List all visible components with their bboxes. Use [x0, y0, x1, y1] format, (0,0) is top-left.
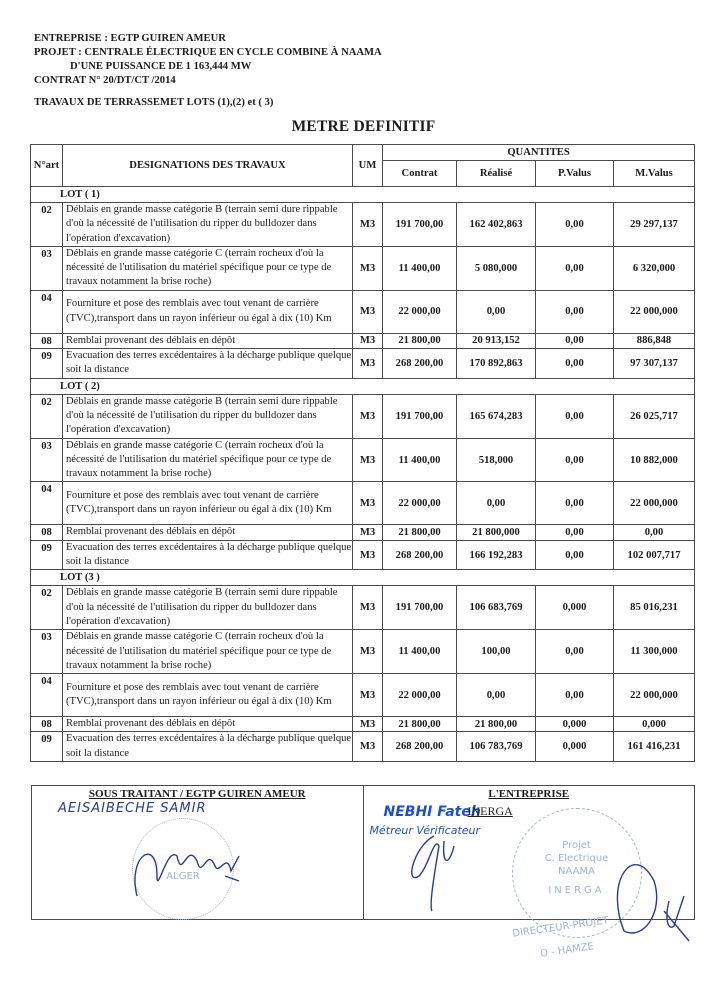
qty-mvalus: 886,848 — [614, 333, 695, 348]
col-header-mvalus: M.Valus — [614, 161, 695, 187]
lot-header-row — [31, 187, 695, 203]
unit: M3 — [353, 290, 383, 333]
article-number: 03 — [31, 438, 63, 482]
col-header-designation: DESIGNATIONS DES TRAVAUX — [63, 145, 353, 187]
qty-pvalus: 0,00 — [536, 525, 614, 540]
verifier-role: Métreur Vérificateur — [369, 824, 481, 837]
designation: Déblais en grande masse catégorie C (terrain rocheux d'où la nécessité de l'utilisation du matériel spécifique pour ce type de travaux notamment la brise roche) — [63, 630, 353, 674]
article-number: 08 — [31, 525, 63, 540]
unit: M3 — [353, 482, 383, 525]
designation: Evacuation des terres excédentaires à la décharge publique quelque soit la distance — [63, 349, 353, 379]
unit: M3 — [353, 732, 383, 762]
unit: M3 — [353, 349, 383, 379]
qty-mvalus: 11 300,000 — [614, 630, 695, 674]
table-row — [31, 525, 695, 540]
unit: M3 — [353, 246, 383, 290]
designation: Evacuation des terres excédentaires à la décharge publique quelque soit la distance — [63, 540, 353, 570]
qty-contrat: 22 000,00 — [383, 482, 457, 525]
signature-block — [31, 785, 695, 920]
table-row — [31, 732, 695, 762]
page-title: METRE DEFINITIF — [291, 118, 436, 135]
table-row — [31, 540, 695, 570]
lot-label: LOT ( 1) — [31, 187, 695, 203]
table-row — [31, 246, 695, 290]
designation: Fourniture et pose des remblais avec tout venant de carrière (TVC),transport dans un rayon inférieur ou égal à dix (10) Km — [63, 674, 353, 717]
table-row — [31, 394, 695, 438]
director-signature-icon — [584, 841, 694, 951]
entreprise-heading: L'ENTREPRISE — [488, 788, 570, 800]
designation: Déblais en grande masse catégorie C (terrain rocheux d'où la nécessité de l'utilisation du matériel spécifique pour ce type de travaux notamment la brise roche) — [63, 246, 353, 290]
qty-pvalus: 0,000 — [536, 732, 614, 762]
qty-realise: 0,00 — [457, 674, 536, 717]
qty-realise: 106 683,769 — [457, 586, 536, 630]
article-number: 03 — [31, 630, 63, 674]
article-number: 09 — [31, 540, 63, 570]
unit: M3 — [353, 630, 383, 674]
qty-pvalus: 0,00 — [536, 246, 614, 290]
qty-contrat: 191 700,00 — [383, 203, 457, 247]
table-row — [31, 674, 695, 717]
header-contrat: CONTRAT N° 20/DT/CT /2014 — [34, 75, 176, 86]
subcontractor-signature-icon — [127, 836, 247, 906]
subcontractor-handwritten-name: AEISAIBECHE SAMIR — [58, 801, 207, 816]
qty-realise: 166 192,283 — [457, 540, 536, 570]
stamp-text: ALGER — [166, 871, 200, 882]
table-row — [31, 290, 695, 333]
unit: M3 — [353, 674, 383, 717]
unit: M3 — [353, 394, 383, 438]
director-stamp-line2: O - HAMZE — [539, 941, 595, 960]
unit: M3 — [353, 540, 383, 570]
qty-mvalus: 97 307,137 — [614, 349, 695, 379]
article-number: 02 — [31, 394, 63, 438]
qty-pvalus: 0,00 — [536, 290, 614, 333]
designation: Déblais en grande masse catégorie C (terrain rocheux d'où la nécessité de l'utilisation du matériel spécifique pour ce type de travaux notamment la brise roche) — [63, 438, 353, 482]
qty-realise: 170 892,863 — [457, 349, 536, 379]
qty-contrat: 191 700,00 — [383, 394, 457, 438]
qty-realise: 162 402,863 — [457, 203, 536, 247]
col-header-num: N°art — [31, 145, 63, 187]
qty-contrat: 191 700,00 — [383, 586, 457, 630]
qty-contrat: 11 400,00 — [383, 630, 457, 674]
col-header-contrat: Contrat — [383, 161, 457, 187]
qty-mvalus: 29 297,137 — [614, 203, 695, 247]
qty-pvalus: 0,000 — [536, 717, 614, 732]
qty-realise: 106 783,769 — [457, 732, 536, 762]
article-number: 02 — [31, 203, 63, 247]
qty-pvalus: 0,000 — [536, 586, 614, 630]
designation: Evacuation des terres excédentaires à la décharge publique quelque soit la distance — [63, 732, 353, 762]
qty-mvalus: 22 000,000 — [614, 674, 695, 717]
table-row — [31, 438, 695, 482]
table-row — [31, 630, 695, 674]
qty-contrat: 21 800,00 — [383, 717, 457, 732]
article-number: 02 — [31, 586, 63, 630]
article-number: 09 — [31, 349, 63, 379]
designation: Fourniture et pose des remblais avec tout venant de carrière (TVC),transport dans un rayon inférieur ou égal à dix (10) Km — [63, 290, 353, 333]
lot-header-row — [31, 378, 695, 394]
article-number: 09 — [31, 732, 63, 762]
qty-contrat: 268 200,00 — [383, 732, 457, 762]
qty-mvalus: 22 000,000 — [614, 290, 695, 333]
signature-subcontractor — [32, 786, 364, 919]
header-projet: PROJET : CENTRALE ÉLECTRIQUE EN CYCLE COMBINE À NAAMA — [34, 47, 382, 58]
qty-realise: 5 080,000 — [457, 246, 536, 290]
table-row — [31, 203, 695, 247]
table-row — [31, 717, 695, 732]
qty-pvalus: 0,00 — [536, 630, 614, 674]
qty-pvalus: 0,00 — [536, 540, 614, 570]
designation: Remblai provenant des déblais en dépôt — [63, 525, 353, 540]
qty-realise: 165 674,283 — [457, 394, 536, 438]
article-number: 04 — [31, 482, 63, 525]
designation: Déblais en grande masse catégorie B (terrain semi dure rippable d'où la nécessité de l'utilisation du ripper du bulldozer dans l'opération d'excavation) — [63, 586, 353, 630]
header-entreprise: ENTREPRISE : EGTP GUIREN AMEUR — [34, 33, 226, 44]
stamp-line: C. Electrique — [544, 853, 609, 864]
unit: M3 — [353, 717, 383, 732]
header-projet-puissance: D'UNE PUISSANCE DE 1 163,444 MW — [70, 61, 252, 72]
qty-contrat: 11 400,00 — [383, 246, 457, 290]
col-header-um: UM — [353, 145, 383, 187]
stamp-line: NAAMA — [558, 866, 595, 877]
designation: Déblais en grande masse catégorie B (terrain semi dure rippable d'où la nécessité de l'utilisation du ripper du bulldozer dans l'opération d'excavation) — [63, 203, 353, 247]
qty-realise: 21 800,000 — [457, 525, 536, 540]
col-header-realise: Réalisé — [457, 161, 536, 187]
metre-table — [30, 144, 695, 762]
table-row — [31, 482, 695, 525]
article-number: 04 — [31, 674, 63, 717]
qty-realise: 21 800,00 — [457, 717, 536, 732]
unit: M3 — [353, 333, 383, 348]
qty-pvalus: 0,00 — [536, 394, 614, 438]
col-header-quantites: QUANTITES — [383, 145, 695, 161]
table-row — [31, 349, 695, 379]
article-number: 08 — [31, 717, 63, 732]
qty-mvalus: 22 000,000 — [614, 482, 695, 525]
qty-pvalus: 0,00 — [536, 203, 614, 247]
article-number: 04 — [31, 290, 63, 333]
table-row — [31, 586, 695, 630]
qty-pvalus: 0,00 — [536, 674, 614, 717]
qty-realise: 20 913,152 — [457, 333, 536, 348]
qty-realise: 0,00 — [457, 290, 536, 333]
designation: Remblai provenant des déblais en dépôt — [63, 717, 353, 732]
qty-contrat: 21 800,00 — [383, 333, 457, 348]
qty-contrat: 11 400,00 — [383, 438, 457, 482]
verifier-name: NEBHI Fateh — [383, 804, 481, 820]
designation: Fourniture et pose des remblais avec tout venant de carrière (TVC),transport dans un rayon inférieur ou égal à dix (10) Km — [63, 482, 353, 525]
verifier-signature-icon — [404, 826, 464, 916]
qty-realise: 518,000 — [457, 438, 536, 482]
qty-mvalus: 26 025,717 — [614, 394, 695, 438]
unit: M3 — [353, 203, 383, 247]
qty-contrat: 21 800,00 — [383, 525, 457, 540]
qty-mvalus: 102 007,717 — [614, 540, 695, 570]
qty-mvalus: 85 016,231 — [614, 586, 695, 630]
entreprise-company: INERGA — [467, 804, 513, 818]
subcontractor-heading: SOUS TRAITANT / EGTP GUIREN AMEUR — [88, 788, 306, 800]
qty-mvalus: 0,00 — [614, 525, 695, 540]
qty-pvalus: 0,00 — [536, 482, 614, 525]
article-number: 03 — [31, 246, 63, 290]
qty-pvalus: 0,00 — [536, 438, 614, 482]
col-header-pvalus: P.Valus — [536, 161, 614, 187]
stamp-line: Projet — [562, 840, 591, 851]
designation: Remblai provenant des déblais en dépôt — [63, 333, 353, 348]
qty-mvalus: 161 416,231 — [614, 732, 695, 762]
article-number: 08 — [31, 333, 63, 348]
unit: M3 — [353, 438, 383, 482]
qty-mvalus: 0,000 — [614, 717, 695, 732]
qty-mvalus: 10 882,000 — [614, 438, 695, 482]
unit: M3 — [353, 525, 383, 540]
lot-header-row — [31, 570, 695, 586]
qty-contrat: 22 000,00 — [383, 290, 457, 333]
qty-realise: 100,00 — [457, 630, 536, 674]
stamp-line: INERGA — [548, 885, 605, 896]
lot-label: LOT (3 ) — [31, 570, 695, 586]
signature-entreprise — [364, 786, 695, 919]
qty-contrat: 268 200,00 — [383, 540, 457, 570]
qty-pvalus: 0,00 — [536, 349, 614, 379]
qty-mvalus: 6 320,000 — [614, 246, 695, 290]
unit: M3 — [353, 586, 383, 630]
director-stamp-line1: DIRECTEUR-PROJET — [511, 915, 610, 940]
qty-realise: 0,00 — [457, 482, 536, 525]
header-travaux: TRAVAUX DE TERRASSEMET LOTS (1),(2) et ( 3) — [34, 97, 274, 108]
qty-contrat: 268 200,00 — [383, 349, 457, 379]
qty-contrat: 22 000,00 — [383, 674, 457, 717]
qty-pvalus: 0,00 — [536, 333, 614, 348]
designation: Déblais en grande masse catégorie B (terrain semi dure rippable d'où la nécessité de l'utilisation du ripper du bulldozer dans l'opération d'excavation) — [63, 394, 353, 438]
lot-label: LOT ( 2) — [31, 378, 695, 394]
table-row — [31, 333, 695, 348]
